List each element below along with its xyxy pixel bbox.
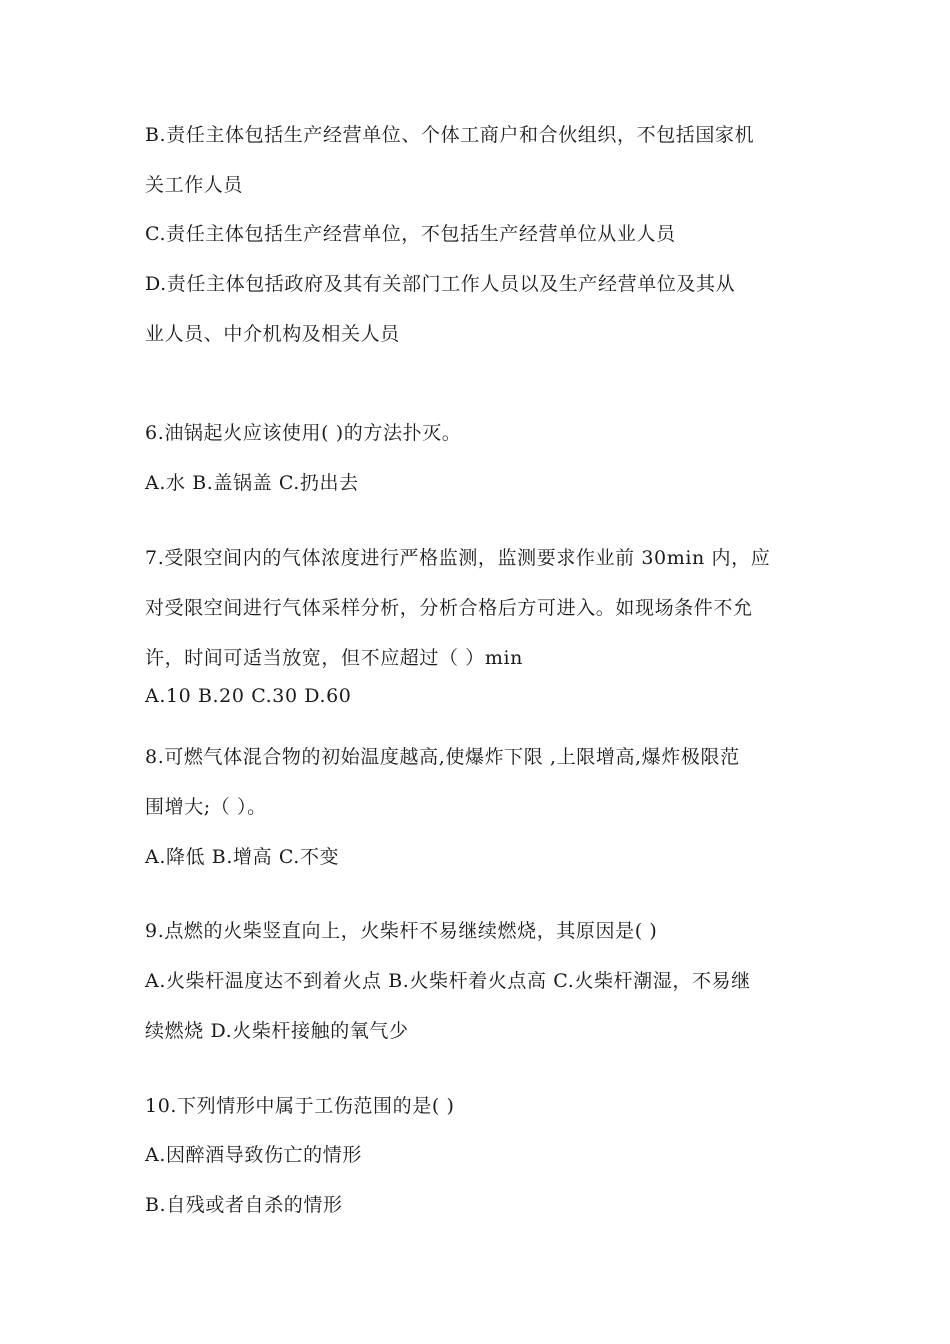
q10-option-a: A.因醉酒导致伤亡的情形: [145, 1144, 362, 1166]
q5-option-d-line2: 业人员、中介机构及相关人员: [145, 323, 400, 345]
question-7-line1: 7.受限空间内的气体浓度进行严格监测，监测要求作业前 30min 内，应: [145, 547, 771, 569]
q5-option-c: C.责任主体包括生产经营单位，不包括生产经营单位从业人员: [145, 223, 676, 245]
q7-options: A.10 B.20 C.30 D.60: [145, 685, 352, 707]
question-6: 6.油锅起火应该使用( )的方法扑灭。: [145, 422, 462, 444]
q5-option-d-line1: D.责任主体包括政府及其有关部门工作人员以及生产经营单位及其从: [145, 273, 736, 295]
q10-option-b: B.自残或者自杀的情形: [145, 1194, 343, 1216]
question-7-line2: 对受限空间进行气体采样分析，分析合格后方可进入。如现场条件不允: [145, 597, 753, 619]
q9-options-line1: A.火柴杆温度达不到着火点 B.火柴杆着火点高 C.火柴杆潮湿，不易继: [145, 970, 751, 992]
q8-options: A.降低 B.增高 C.不变: [145, 846, 340, 868]
question-8-line2: 围增大;（ ）。: [145, 796, 267, 818]
question-9: 9.点燃的火柴竖直向上，火柴杆不易继续燃烧，其原因是( ): [145, 920, 658, 942]
q5-option-b-line2: 关工作人员: [145, 174, 244, 196]
question-10: 10.下列情形中属于工伤范围的是( ): [145, 1095, 455, 1117]
q6-options: A.水 B.盖锅盖 C.扔出去: [145, 472, 359, 494]
q5-option-b-line1: B.责任主体包括生产经营单位、个体工商户和合伙组织，不包括国家机: [145, 124, 755, 146]
question-7-line3: 许，时间可适当放宽，但不应超过（ ）min: [145, 647, 523, 669]
q9-options-line2: 续燃烧 D.火柴杆接触的氧气少: [145, 1020, 409, 1042]
question-8-line1: 8.可燃气体混合物的初始温度越高,使爆炸下限 ,上限增高,爆炸极限范: [145, 746, 740, 768]
